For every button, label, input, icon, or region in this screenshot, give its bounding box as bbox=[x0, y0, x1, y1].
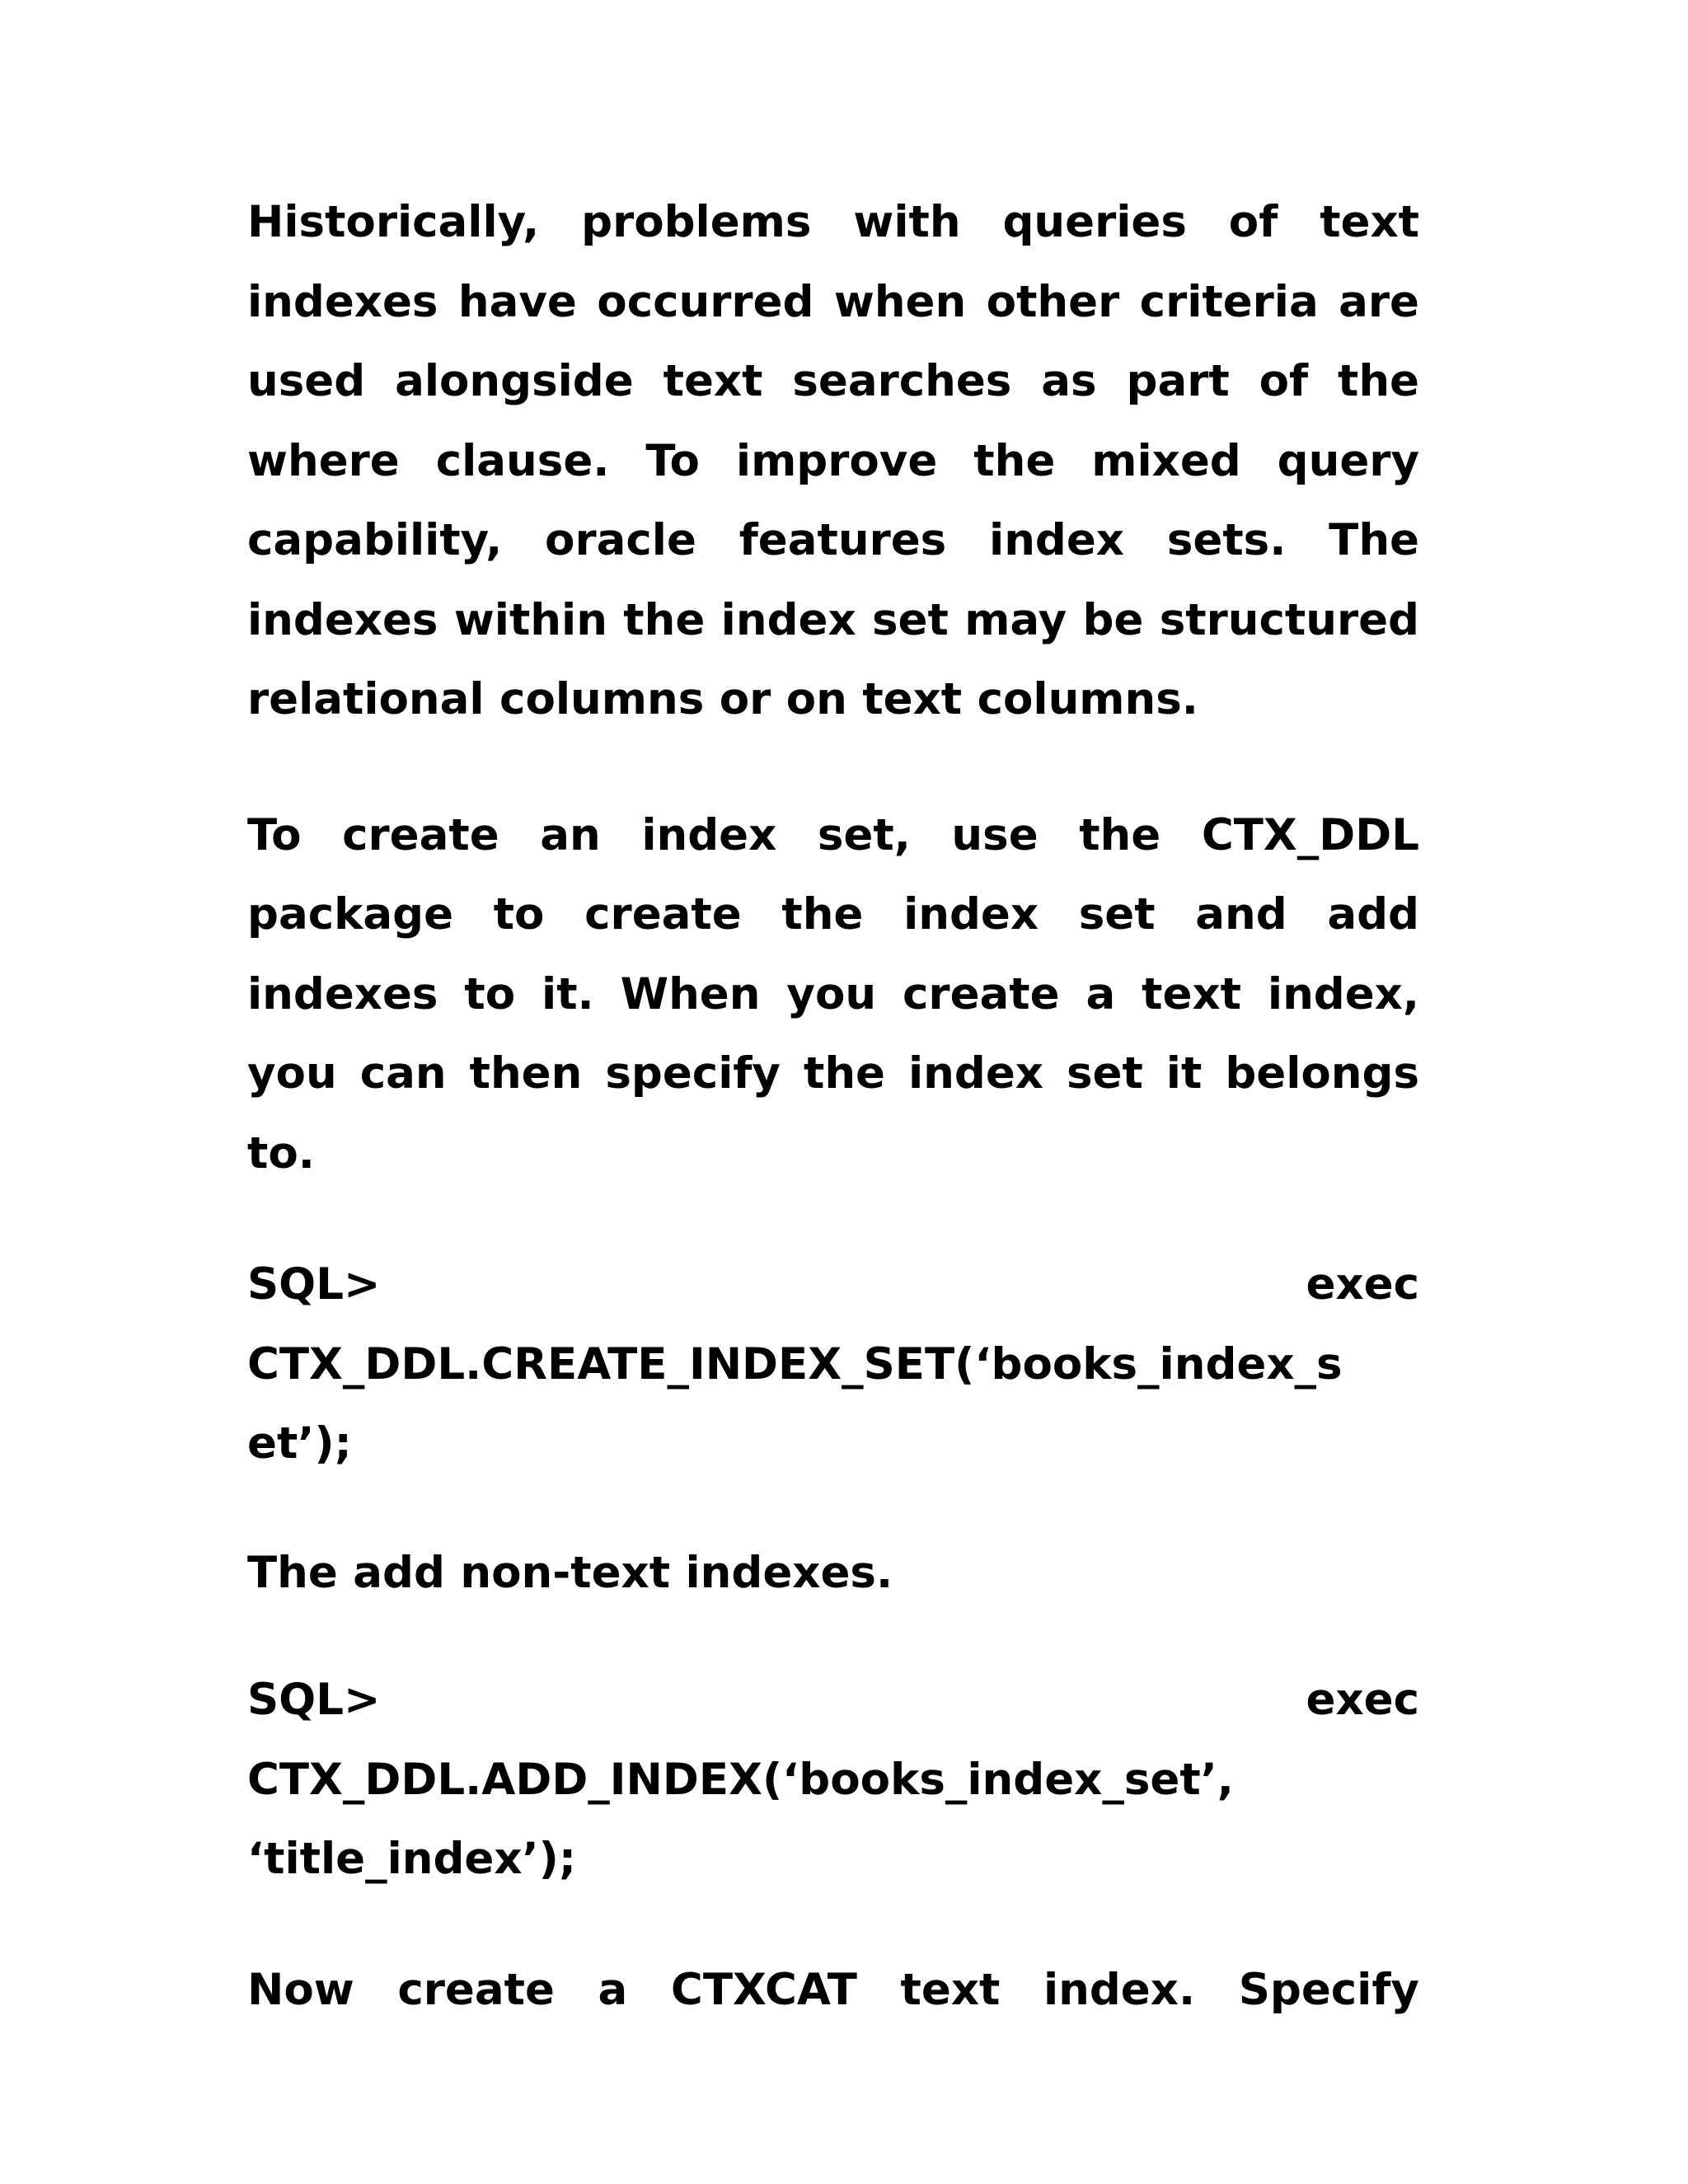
sql-statement-line: et’); bbox=[247, 1418, 352, 1469]
word: Now bbox=[247, 1964, 354, 2015]
word: text bbox=[900, 1964, 1001, 2015]
word: Specify bbox=[1238, 1964, 1419, 2015]
sql-prompt: SQL> bbox=[247, 1675, 381, 1725]
paragraph-add-non-text-indexes: The add non-text indexes. bbox=[247, 1547, 893, 1598]
paragraph-ctxcat-index bbox=[247, 1951, 1419, 2031]
document-body bbox=[247, 183, 1419, 2030]
word: a bbox=[598, 1964, 628, 2015]
word: CTXCAT bbox=[670, 1964, 857, 2015]
word: create bbox=[397, 1964, 555, 2015]
sql-statement-line: CTX_DDL.CREATE_INDEX_SET(‘books_index_s bbox=[247, 1338, 1343, 1390]
sql-exec-keyword: exec bbox=[1306, 1259, 1419, 1310]
sql-statement-line: ‘title_index’); bbox=[247, 1834, 577, 1884]
sql-add-index bbox=[247, 1661, 1419, 1900]
paragraph-index-sets-intro: Historically, problems with queries of text indexes have occurred when other criteria are used alongside text searches as part of the where clause. To improve the mixed query capability, oracle features index sets. The indexes within the index set may be structured relational columns or on text columns. bbox=[247, 197, 1419, 724]
sql-command-line bbox=[247, 1661, 1419, 1741]
sql-command-line bbox=[247, 1245, 1419, 1325]
sql-create-index-set bbox=[247, 1245, 1419, 1484]
sql-statement-line: CTX_DDL.ADD_INDEX(‘books_index_set’, bbox=[247, 1754, 1234, 1805]
paragraph-create-index-set: To create an index set, use the CTX_DDL package to create the index set and add indexes to it. When you create a text index, you can then specify the index set it belongs to. bbox=[247, 809, 1419, 1179]
sql-exec-keyword: exec bbox=[1306, 1675, 1419, 1725]
word: index. bbox=[1043, 1964, 1196, 2015]
sql-prompt: SQL> bbox=[247, 1259, 381, 1310]
